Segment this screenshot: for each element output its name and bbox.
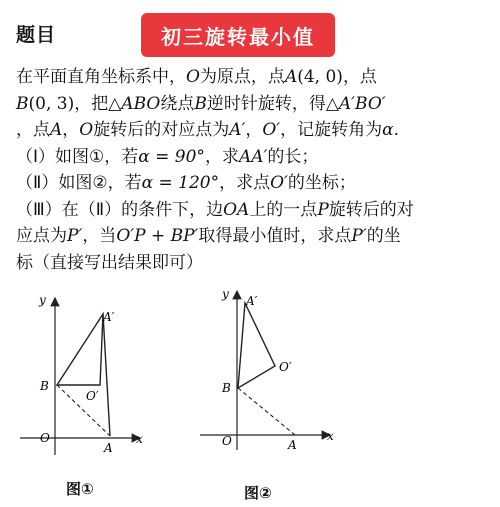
label-b: B	[222, 381, 231, 395]
question-3: （Ⅲ）在（Ⅱ）的条件下，边OA上的一点P旋转后的对	[16, 199, 414, 220]
label-b: B	[40, 379, 49, 393]
figure-1-diagram	[0, 290, 170, 460]
segment-b-a-dashed	[238, 388, 295, 435]
label-y: y	[222, 287, 229, 301]
question-2: （Ⅱ）如图②，若α = 120°，求点O′的坐标；	[16, 173, 356, 193]
figure-1-caption: 图①	[66, 480, 94, 498]
figure-1	[0, 290, 170, 498]
label-a: A	[104, 441, 113, 455]
label-o: O	[222, 434, 232, 448]
problem-line-1: 在平面直角坐标系中，O为原点，点A(4, 0)，点	[16, 67, 377, 87]
problem-text	[16, 64, 488, 276]
segment-a-prime-a	[103, 314, 110, 436]
label-a-prime: A′	[246, 294, 258, 308]
label-a-prime: A′	[103, 310, 115, 324]
problem-line-2: B(0, 3)，把△ABO绕点B逆时针旋转，得△A′BO′	[16, 93, 386, 114]
label-o-prime: O′	[86, 389, 99, 403]
label-a: A	[288, 438, 297, 452]
segment-b-a-dashed	[57, 385, 110, 436]
label-x: x	[327, 429, 334, 443]
question-3-line-3: 标（直接写出结果即可）	[16, 252, 203, 273]
label-x: x	[136, 432, 143, 446]
label-y: y	[39, 293, 46, 307]
figure-2-diagram	[182, 285, 342, 455]
figure-2-caption: 图②	[244, 484, 272, 502]
label-o-prime: O′	[279, 360, 292, 374]
triangle-a-prime-b-o-prime	[238, 303, 275, 388]
figure-2	[182, 285, 342, 502]
question-1: （Ⅰ）如图①，若α = 90°，求AA′的长；	[16, 146, 319, 167]
problem-line-3: ，点A，O旋转后的对应点为A′，O′，记旋转角为α.	[16, 120, 400, 140]
triangle-a-prime-b-o-prime	[57, 314, 103, 385]
label-o: O	[40, 431, 50, 445]
topic-badge: 初三旋转最小值	[141, 13, 335, 57]
question-3-line-2: 应点为P′，当O′P + BP′取得最小值时，求点P′的坐	[16, 226, 401, 246]
header-title: 题目	[16, 24, 57, 46]
